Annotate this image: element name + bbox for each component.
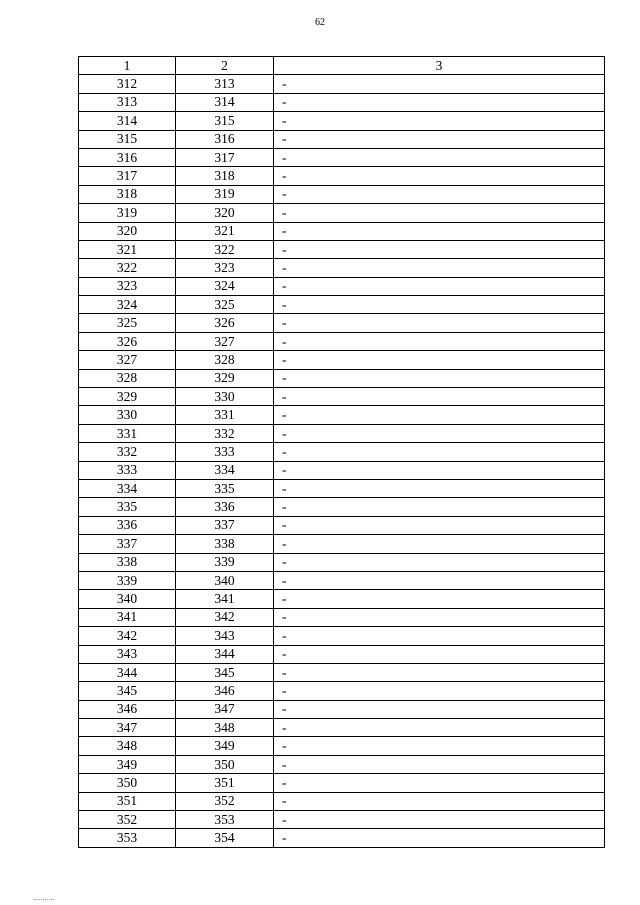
cell-col-3: - bbox=[274, 719, 605, 737]
table-row bbox=[79, 829, 605, 847]
table-row bbox=[79, 130, 605, 148]
cell-col-1: 326 bbox=[79, 332, 176, 350]
table-row bbox=[79, 571, 605, 589]
cell-col-2: 351 bbox=[176, 774, 274, 792]
cell-col-3: - bbox=[274, 93, 605, 111]
cell-col-1: 325 bbox=[79, 314, 176, 332]
data-table bbox=[78, 56, 605, 848]
cell-col-3: - bbox=[274, 148, 605, 166]
cell-col-2: 345 bbox=[176, 663, 274, 681]
cell-col-3: - bbox=[274, 645, 605, 663]
cell-col-1: 312 bbox=[79, 75, 176, 93]
cell-col-1: 319 bbox=[79, 204, 176, 222]
table-row bbox=[79, 516, 605, 534]
cell-col-3: - bbox=[274, 700, 605, 718]
cell-col-1: 329 bbox=[79, 388, 176, 406]
cell-col-2: 325 bbox=[176, 296, 274, 314]
cell-col-3: - bbox=[274, 277, 605, 295]
cell-col-3: - bbox=[274, 240, 605, 258]
cell-col-2: 353 bbox=[176, 811, 274, 829]
table-row bbox=[79, 204, 605, 222]
cell-col-3: - bbox=[274, 829, 605, 847]
cell-col-3: - bbox=[274, 314, 605, 332]
cell-col-2: 328 bbox=[176, 351, 274, 369]
cell-col-3: - bbox=[274, 498, 605, 516]
cell-col-1: 328 bbox=[79, 369, 176, 387]
cell-col-2: 331 bbox=[176, 406, 274, 424]
cell-col-2: 320 bbox=[176, 204, 274, 222]
cell-col-1: 344 bbox=[79, 663, 176, 681]
cell-col-3: - bbox=[274, 296, 605, 314]
column-header-1: 1 bbox=[79, 57, 176, 75]
cell-col-3: - bbox=[274, 424, 605, 442]
cell-col-2: 321 bbox=[176, 222, 274, 240]
cell-col-1: 347 bbox=[79, 719, 176, 737]
table-row bbox=[79, 627, 605, 645]
cell-col-3: - bbox=[274, 204, 605, 222]
cell-col-2: 349 bbox=[176, 737, 274, 755]
cell-col-2: 344 bbox=[176, 645, 274, 663]
cell-col-3: - bbox=[274, 406, 605, 424]
footer-mark bbox=[34, 899, 54, 902]
table-body bbox=[79, 75, 605, 847]
cell-col-1: 313 bbox=[79, 93, 176, 111]
table-row bbox=[79, 755, 605, 773]
cell-col-3: - bbox=[274, 461, 605, 479]
table-row bbox=[79, 259, 605, 277]
cell-col-3: - bbox=[274, 663, 605, 681]
cell-col-2: 333 bbox=[176, 443, 274, 461]
cell-col-2: 329 bbox=[176, 369, 274, 387]
cell-col-3: - bbox=[274, 185, 605, 203]
table-row bbox=[79, 240, 605, 258]
table-row bbox=[79, 351, 605, 369]
table-row bbox=[79, 148, 605, 166]
cell-col-2: 324 bbox=[176, 277, 274, 295]
cell-col-2: 336 bbox=[176, 498, 274, 516]
cell-col-2: 340 bbox=[176, 571, 274, 589]
cell-col-3: - bbox=[274, 351, 605, 369]
cell-col-2: 314 bbox=[176, 93, 274, 111]
table-row bbox=[79, 811, 605, 829]
cell-col-2: 313 bbox=[176, 75, 274, 93]
table-row bbox=[79, 388, 605, 406]
page-number: 62 bbox=[315, 17, 325, 28]
table-row bbox=[79, 719, 605, 737]
cell-col-1: 316 bbox=[79, 148, 176, 166]
table-row bbox=[79, 332, 605, 350]
cell-col-2: 339 bbox=[176, 553, 274, 571]
cell-col-2: 354 bbox=[176, 829, 274, 847]
cell-col-1: 342 bbox=[79, 627, 176, 645]
cell-col-2: 352 bbox=[176, 792, 274, 810]
cell-col-1: 341 bbox=[79, 608, 176, 626]
cell-col-3: - bbox=[274, 112, 605, 130]
table-row bbox=[79, 296, 605, 314]
cell-col-1: 334 bbox=[79, 479, 176, 497]
cell-col-3: - bbox=[274, 130, 605, 148]
cell-col-1: 314 bbox=[79, 112, 176, 130]
cell-col-1: 331 bbox=[79, 424, 176, 442]
cell-col-3: - bbox=[274, 553, 605, 571]
table-row bbox=[79, 737, 605, 755]
cell-col-2: 317 bbox=[176, 148, 274, 166]
cell-col-1: 346 bbox=[79, 700, 176, 718]
table-row bbox=[79, 167, 605, 185]
table-row bbox=[79, 479, 605, 497]
cell-col-1: 340 bbox=[79, 590, 176, 608]
cell-col-2: 323 bbox=[176, 259, 274, 277]
cell-col-3: - bbox=[274, 75, 605, 93]
cell-col-2: 316 bbox=[176, 130, 274, 148]
cell-col-2: 322 bbox=[176, 240, 274, 258]
cell-col-3: - bbox=[274, 774, 605, 792]
table-row bbox=[79, 553, 605, 571]
cell-col-1: 315 bbox=[79, 130, 176, 148]
cell-col-3: - bbox=[274, 608, 605, 626]
cell-col-1: 343 bbox=[79, 645, 176, 663]
cell-col-1: 349 bbox=[79, 755, 176, 773]
cell-col-3: - bbox=[274, 571, 605, 589]
cell-col-1: 318 bbox=[79, 185, 176, 203]
table-row bbox=[79, 792, 605, 810]
cell-col-2: 341 bbox=[176, 590, 274, 608]
cell-col-3: - bbox=[274, 737, 605, 755]
cell-col-1: 322 bbox=[79, 259, 176, 277]
cell-col-1: 327 bbox=[79, 351, 176, 369]
cell-col-1: 338 bbox=[79, 553, 176, 571]
cell-col-1: 353 bbox=[79, 829, 176, 847]
cell-col-2: 337 bbox=[176, 516, 274, 534]
cell-col-1: 317 bbox=[79, 167, 176, 185]
cell-col-3: - bbox=[274, 369, 605, 387]
table-row bbox=[79, 222, 605, 240]
cell-col-1: 348 bbox=[79, 737, 176, 755]
table-row bbox=[79, 645, 605, 663]
cell-col-3: - bbox=[274, 811, 605, 829]
table-row bbox=[79, 406, 605, 424]
cell-col-1: 352 bbox=[79, 811, 176, 829]
cell-col-3: - bbox=[274, 167, 605, 185]
cell-col-1: 351 bbox=[79, 792, 176, 810]
table-row bbox=[79, 590, 605, 608]
table-row bbox=[79, 682, 605, 700]
table-row bbox=[79, 498, 605, 516]
cell-col-3: - bbox=[274, 516, 605, 534]
cell-col-1: 345 bbox=[79, 682, 176, 700]
table-row bbox=[79, 314, 605, 332]
cell-col-1: 339 bbox=[79, 571, 176, 589]
cell-col-2: 347 bbox=[176, 700, 274, 718]
cell-col-3: - bbox=[274, 590, 605, 608]
cell-col-1: 332 bbox=[79, 443, 176, 461]
cell-col-3: - bbox=[274, 479, 605, 497]
table-row bbox=[79, 774, 605, 792]
table-header-row bbox=[79, 57, 605, 75]
cell-col-2: 342 bbox=[176, 608, 274, 626]
cell-col-2: 318 bbox=[176, 167, 274, 185]
cell-col-3: - bbox=[274, 627, 605, 645]
table-row bbox=[79, 112, 605, 130]
cell-col-3: - bbox=[274, 755, 605, 773]
cell-col-1: 333 bbox=[79, 461, 176, 479]
cell-col-1: 350 bbox=[79, 774, 176, 792]
table-row bbox=[79, 700, 605, 718]
cell-col-3: - bbox=[274, 259, 605, 277]
table-row bbox=[79, 369, 605, 387]
cell-col-2: 335 bbox=[176, 479, 274, 497]
table-row bbox=[79, 461, 605, 479]
cell-col-3: - bbox=[274, 388, 605, 406]
cell-col-3: - bbox=[274, 792, 605, 810]
table-row bbox=[79, 424, 605, 442]
cell-col-1: 336 bbox=[79, 516, 176, 534]
cell-col-3: - bbox=[274, 535, 605, 553]
cell-col-2: 319 bbox=[176, 185, 274, 203]
table-row bbox=[79, 608, 605, 626]
table-row bbox=[79, 277, 605, 295]
cell-col-2: 348 bbox=[176, 719, 274, 737]
cell-col-1: 324 bbox=[79, 296, 176, 314]
cell-col-2: 315 bbox=[176, 112, 274, 130]
table-row bbox=[79, 185, 605, 203]
cell-col-2: 332 bbox=[176, 424, 274, 442]
cell-col-2: 346 bbox=[176, 682, 274, 700]
table-row bbox=[79, 663, 605, 681]
cell-col-3: - bbox=[274, 332, 605, 350]
table-row bbox=[79, 535, 605, 553]
cell-col-2: 327 bbox=[176, 332, 274, 350]
cell-col-2: 330 bbox=[176, 388, 274, 406]
cell-col-3: - bbox=[274, 222, 605, 240]
column-header-2: 2 bbox=[176, 57, 274, 75]
table-row bbox=[79, 443, 605, 461]
cell-col-3: - bbox=[274, 443, 605, 461]
cell-col-1: 323 bbox=[79, 277, 176, 295]
cell-col-2: 350 bbox=[176, 755, 274, 773]
table-row bbox=[79, 93, 605, 111]
cell-col-2: 326 bbox=[176, 314, 274, 332]
cell-col-2: 334 bbox=[176, 461, 274, 479]
cell-col-1: 335 bbox=[79, 498, 176, 516]
cell-col-1: 330 bbox=[79, 406, 176, 424]
cell-col-1: 337 bbox=[79, 535, 176, 553]
cell-col-2: 338 bbox=[176, 535, 274, 553]
column-header-3: 3 bbox=[274, 57, 605, 75]
cell-col-2: 343 bbox=[176, 627, 274, 645]
cell-col-1: 320 bbox=[79, 222, 176, 240]
table-row bbox=[79, 75, 605, 93]
cell-col-1: 321 bbox=[79, 240, 176, 258]
cell-col-3: - bbox=[274, 682, 605, 700]
